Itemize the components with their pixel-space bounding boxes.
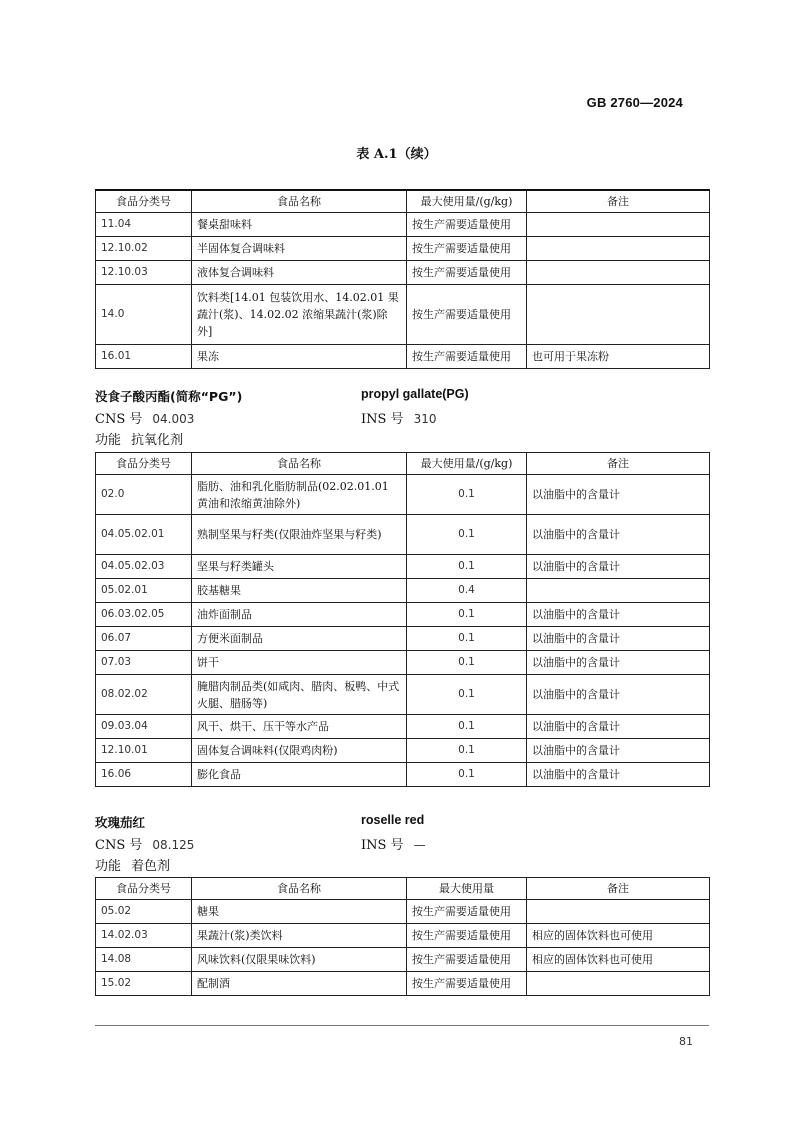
max-usage-cell: 0.1 (407, 515, 527, 555)
footer-divider (95, 1025, 709, 1026)
function-value: 抗氧化剂 (131, 433, 184, 448)
max-usage-cell: 0.1 (407, 651, 527, 675)
ins-number: — (413, 838, 426, 852)
food-name-cell: 胶基糖果 (192, 579, 407, 603)
category-code-cell: 12.10.01 (96, 739, 192, 763)
table-row (96, 627, 710, 651)
table-header-row (96, 878, 710, 900)
max-usage-cell: 按生产需要适量使用 (407, 972, 527, 996)
category-code-cell: 05.02 (96, 900, 192, 924)
max-usage-cell: 按生产需要适量使用 (407, 345, 527, 369)
max-usage-cell: 按生产需要适量使用 (407, 285, 527, 345)
remarks-cell (527, 213, 710, 237)
food-name-cell: 熟制坚果与籽类(仅限油炸坚果与籽类) (192, 515, 407, 555)
cns-number: 04.003 (152, 412, 195, 426)
max-usage-cell: 按生产需要适量使用 (407, 900, 527, 924)
remarks-cell: 以油脂中的含量计 (527, 739, 710, 763)
table-row (96, 675, 710, 715)
max-usage-cell: 按生产需要适量使用 (407, 237, 527, 261)
table-roselle-red (95, 877, 710, 996)
category-code-cell: 16.06 (96, 763, 192, 787)
food-name-cell: 饮料类[14.01 包装饮用水、14.02.01 果蔬汁(浆)、14.02.02 浓缩果蔬汁(浆)除外] (192, 285, 407, 345)
category-code-cell: 07.03 (96, 651, 192, 675)
food-name-cell: 配制酒 (192, 972, 407, 996)
remarks-cell (527, 237, 710, 261)
table-row (96, 603, 710, 627)
additive-name-cn: 没食子酸丙酯(简称“PG”) (95, 389, 243, 404)
function-label: 功能 (95, 433, 122, 448)
header-category-code: 食品分类号 (96, 190, 192, 213)
remarks-cell: 以油脂中的含量计 (527, 603, 710, 627)
category-code-cell: 06.03.02.05 (96, 603, 192, 627)
max-usage-cell: 0.1 (407, 715, 527, 739)
table-row (96, 948, 710, 972)
header-food-name: 食品名称 (192, 878, 407, 900)
table-row (96, 213, 710, 237)
category-code-cell: 08.02.02 (96, 675, 192, 715)
remarks-cell: 相应的固体饮料也可使用 (527, 924, 710, 948)
food-name-cell: 风味饮料(仅限果味饮料) (192, 948, 407, 972)
food-name-cell: 果蔬汁(浆)类饮料 (192, 924, 407, 948)
remarks-cell (527, 579, 710, 603)
header-food-name: 食品名称 (192, 190, 407, 213)
table-row (96, 555, 710, 579)
max-usage-cell: 0.1 (407, 763, 527, 787)
remarks-cell: 也可用于果冻粉 (527, 345, 710, 369)
max-usage-cell: 0.1 (407, 603, 527, 627)
food-name-cell: 餐桌甜味料 (192, 213, 407, 237)
food-name-cell: 固体复合调味料(仅限鸡肉粉) (192, 739, 407, 763)
food-name-cell: 饼干 (192, 651, 407, 675)
table-header-row (96, 453, 710, 475)
header-category-code: 食品分类号 (96, 878, 192, 900)
table-row (96, 900, 710, 924)
header-remarks: 备注 (527, 453, 710, 475)
category-code-cell: 12.10.03 (96, 261, 192, 285)
remarks-cell: 相应的固体饮料也可使用 (527, 948, 710, 972)
table-propyl-gallate (95, 452, 710, 787)
remarks-cell: 以油脂中的含量计 (527, 675, 710, 715)
category-code-cell: 04.05.02.03 (96, 555, 192, 579)
category-code-cell: 02.0 (96, 475, 192, 515)
cns-label: CNS 号 (95, 412, 143, 427)
max-usage-cell: 0.1 (407, 627, 527, 651)
category-code-cell: 06.07 (96, 627, 192, 651)
table-row (96, 763, 710, 787)
cns-label: CNS 号 (95, 838, 143, 853)
max-usage-cell: 按生产需要适量使用 (407, 924, 527, 948)
food-name-cell: 腌腊肉制品类(如咸肉、腊肉、板鸭、中式火腿、腊肠等) (192, 675, 407, 715)
additive-name-en: propyl gallate(PG) (361, 387, 469, 401)
food-name-cell: 方便米面制品 (192, 627, 407, 651)
max-usage-cell: 按生产需要适量使用 (407, 261, 527, 285)
food-name-cell: 脂肪、油和乳化脂肪制品(02.02.01.01 黄油和浓缩黄油除外) (192, 475, 407, 515)
category-code-cell: 04.05.02.01 (96, 515, 192, 555)
table-row (96, 285, 710, 345)
function-label: 功能 (95, 859, 122, 874)
additive-section-roselle-red (95, 813, 709, 876)
remarks-cell (527, 261, 710, 285)
table-row (96, 345, 710, 369)
max-usage-cell: 0.1 (407, 555, 527, 579)
category-code-cell: 14.02.03 (96, 924, 192, 948)
cns-number: 08.125 (152, 838, 195, 852)
max-usage-cell: 按生产需要适量使用 (407, 948, 527, 972)
table-row (96, 515, 710, 555)
header-max-usage: 最大使用量/(g/kg) (407, 453, 527, 475)
food-name-cell: 液体复合调味料 (192, 261, 407, 285)
remarks-cell: 以油脂中的含量计 (527, 763, 710, 787)
category-code-cell: 11.04 (96, 213, 192, 237)
remarks-cell (527, 285, 710, 345)
ins-label: INS 号 (361, 838, 404, 853)
food-name-cell: 果冻 (192, 345, 407, 369)
max-usage-cell: 按生产需要适量使用 (407, 213, 527, 237)
table-row (96, 475, 710, 515)
category-code-cell: 12.10.02 (96, 237, 192, 261)
food-name-cell: 膨化食品 (192, 763, 407, 787)
food-name-cell: 油炸面制品 (192, 603, 407, 627)
header-remarks: 备注 (527, 878, 710, 900)
header-remarks: 备注 (527, 190, 710, 213)
remarks-cell (527, 900, 710, 924)
remarks-cell: 以油脂中的含量计 (527, 627, 710, 651)
category-code-cell: 14.0 (96, 285, 192, 345)
remarks-cell: 以油脂中的含量计 (527, 651, 710, 675)
category-code-cell: 15.02 (96, 972, 192, 996)
function-value: 着色剂 (131, 859, 171, 874)
max-usage-cell: 0.1 (407, 739, 527, 763)
remarks-cell: 以油脂中的含量计 (527, 475, 710, 515)
category-code-cell: 05.02.01 (96, 579, 192, 603)
additive-name-cn: 玫瑰茄红 (95, 815, 146, 830)
food-name-cell: 坚果与籽类罐头 (192, 555, 407, 579)
header-max-usage: 最大使用量/(g/kg) (407, 190, 527, 213)
ins-label: INS 号 (361, 412, 404, 427)
table-caption: 表 A.1（续） (356, 147, 437, 162)
header-category-code: 食品分类号 (96, 453, 192, 475)
table-row (96, 237, 710, 261)
header-food-name: 食品名称 (192, 453, 407, 475)
category-code-cell: 14.08 (96, 948, 192, 972)
additive-section-propyl-gallate (95, 387, 709, 450)
max-usage-cell: 0.1 (407, 475, 527, 515)
additive-name-en: roselle red (361, 813, 425, 827)
category-code-cell: 16.01 (96, 345, 192, 369)
standard-code: GB 2760—2024 (586, 95, 683, 110)
table-row (96, 715, 710, 739)
remarks-cell: 以油脂中的含量计 (527, 555, 710, 579)
table-row (96, 924, 710, 948)
table-header-row (96, 190, 710, 213)
header-max-usage: 最大使用量 (407, 878, 527, 900)
table-row (96, 739, 710, 763)
category-code-cell: 09.03.04 (96, 715, 192, 739)
max-usage-cell: 0.1 (407, 675, 527, 715)
page-number: 81 (679, 1035, 693, 1048)
table-row (96, 579, 710, 603)
table-continued (95, 189, 710, 369)
remarks-cell: 以油脂中的含量计 (527, 515, 710, 555)
table-row (96, 261, 710, 285)
remarks-cell: 以油脂中的含量计 (527, 715, 710, 739)
table-row (96, 651, 710, 675)
food-name-cell: 半固体复合调味料 (192, 237, 407, 261)
table-row (96, 972, 710, 996)
ins-number: 310 (413, 412, 437, 426)
food-name-cell: 风干、烘干、压干等水产品 (192, 715, 407, 739)
remarks-cell (527, 972, 710, 996)
max-usage-cell: 0.4 (407, 579, 527, 603)
food-name-cell: 糖果 (192, 900, 407, 924)
